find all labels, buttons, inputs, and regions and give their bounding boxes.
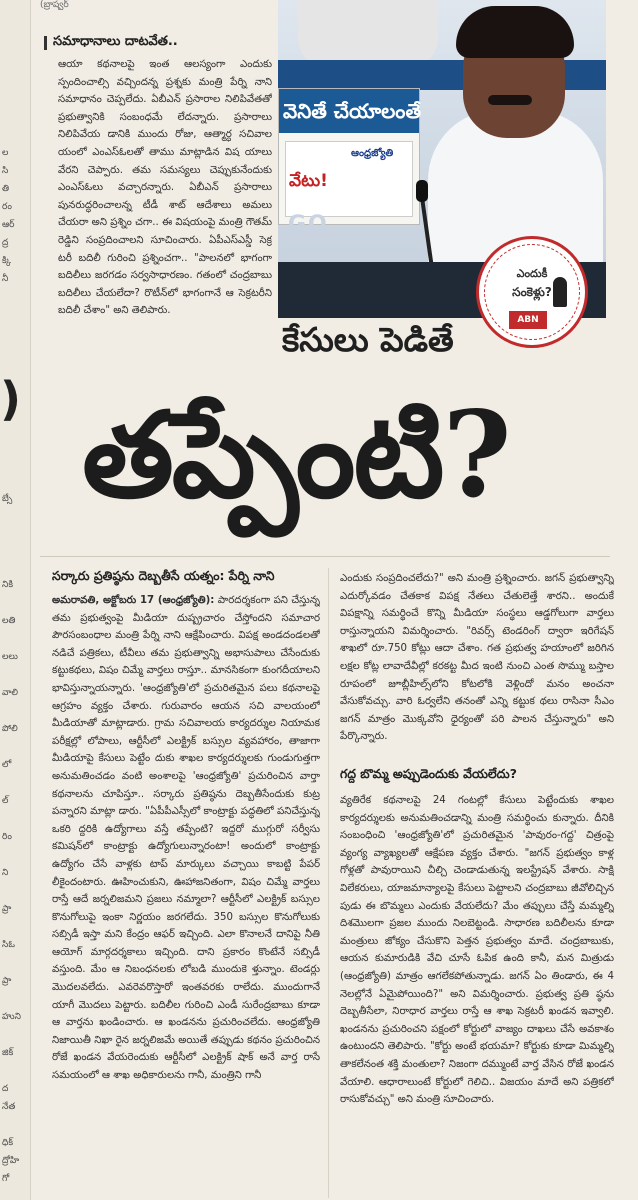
gutter-fragment: రం (2, 202, 12, 212)
box-story-heading (44, 34, 178, 52)
gutter-fragment: ని (2, 868, 9, 878)
article-column-1 (52, 592, 320, 1196)
photo-hands (298, 0, 438, 68)
gutter-fragment: ద్రోహి (2, 1156, 20, 1166)
subheadline: కేసులు పెడితే (282, 320, 454, 359)
gutter-fragment: సిఓ (2, 940, 15, 950)
article-col1-paragraph (52, 592, 320, 1085)
column-divider (30, 0, 31, 1200)
gutter-fragment: ద (2, 1084, 9, 1094)
stamp-badge: ABN (509, 311, 547, 329)
speaker-mustache (488, 95, 532, 105)
poster-title: వెనితే చేయాలంతే (283, 99, 422, 123)
microphone-icon (416, 180, 428, 202)
gutter-fragment: నీ (2, 274, 9, 284)
stamp-line-1: ఎందుకీ (516, 267, 548, 280)
article-column-2-top (340, 570, 614, 760)
article-byline-heading: సర్కారు ప్రతిష్ఠను దెబ్బతీసే యత్నం: పేర్ని నాని (52, 568, 275, 583)
gutter-fragment: ల్ (2, 796, 9, 806)
gutter-fragment: ప్రా (2, 976, 12, 986)
gutter-fragment: ప్రా (2, 904, 12, 914)
article-col2-bottom-text: వ్యతిరేక కథనాలపై 24 గంటల్లో కేసులు పెట్టేందుకు శాఖల కార్యదర్శులకు అనుమతించడాన్ని మంత్రి సమర్థించు కున్నారు. దీనికి సంబంధించి 'ఆంధ్రజ్యోతి'లో ప్రచురితమైన 'పావురం-గద్ద' చిత్రంపై వ్యంగ్య వ్యాఖ్యలతో ఆక్షేపణ వ్యక్తం చేశారు. "జగన్ ప్రభుత్వం కాళ్ల గోళ్లతో పావురాయిని చీల్చి చెండాడుతున్న ఇలస్ట్రేషన్ వేశారు. సాక్షి విలేకరులు, యాజమాన్యాలపై కేసులు పెట్టాలని చంద్రబాబు జీవోలిచ్చిన పుడు ఈ బొమ్మలు ఎందుకు వేయలేదు? మేం తప్పులు చేస్తే మమ్మల్ని దిశమొలగా ప్రజల ముందు నిలబెట్టండి. సాధారణ బదిలీలను కూడా మంత్రులు జోక్యం చేసుకొని పెత్తన ప్రభుత్వం మాదే. చంద్రబాబుకు, ఆయన కుమారుడికి వేచి చూసే ఓపిక ఉంది కానీ, మన మిత్రుడు (ఆంధ్రజ్యోతి) మాత్రం ఆగలేకపోతున్నాడు. జగన్ ఏం తిండారు, ఈ 4 నెలల్లోనే ఏమైపోయింది?" అని విమర్శించారు. ప్రభుత్వ ప్రతి ష్ఠను దెబ్బతీసేలా, నిరాధార వార్తలు రాస్తే ఆ శాఖ సెక్రటరీ ఖండన ఇవ్వాలి. ఖండనను ప్రచురించని పక్షంలో కోర్టులో వాజ్యం దాఖలు చేసే అవకాశం ఉంటుందని తెలిపారు. "కోర్టు అంటే భయమా? కోర్టుకు కూడా మిమ్మల్ని తాకలేనంత శక్తి మంతులా? నిజంగా దమ్ముంటే వార్త వేసిన రోజే ఖండన వేయాలి. ఆధారాలుంటే కోర్టులో గెలిచి.. విజయం మాదే అని పత్రికలో రాసుకోవచ్చు" అని మంత్రి సూచించారు. (340, 795, 614, 1106)
top-fragment: (బ్రాష్వర్ (40, 0, 69, 10)
gutter-fragment: నికి (2, 580, 14, 590)
left-gutter-column (0, 0, 30, 1200)
gutter-fragment: ద్ర (2, 238, 9, 248)
newspaper-poster (278, 88, 420, 225)
dateline: అమరావతి, అక్టోబరు 17 (ఆంధ్రజ్యోతి): (52, 595, 215, 606)
box-story-paragraph: ఆయా కథనాలపై ఇంత ఆలస్యంగా ఎందుకు స్పందించాల్సి వచ్చిందన్న ప్రశ్నకు మంత్రి పేర్ని నాని సమాధానం చెప్పలేదు. ఏబీఎన్ ప్రసారాల నిలిపివేతతో ప్రభుత్వానికి సంబంధమే లేదన్నారు. ప్రసారాలు నిలిపివేయ డానికి ముందు రోజు, ఆత్మార్ధ సచివాల యంలో ఎంఎస్‌ఓలతో తాము మాట్లాడిన విష యాలు వేరని చెప్పారు. తమ సమస్యలు చెప్పుకునేందుకు ఎంఎస్‌ఓలు వచ్చారన్నారు. ఏబీఎన్ ప్రసారాలు పునరుద్ధరించాలన్న టీడీ శాట్ ఆదేశాలు అమలు చేయరా అని ప్రశ్నిం చగా.. ఈ విషయంపై మంత్రి గౌతమ్ రెడ్డిని సంప్రదించాలని సూచించారు. ఏపీఎస్ఎస్డీ సెక్ర టరీ బదిలీ గురించి ప్రశ్నించగా.. "పాలనలో భాగంగా బదిలీలు జరగడం సర్వసాధారణం. గతంలో చంద్రబాబు బదిలీలు చేయలేదా? రొటీన్‌లో భాగంగానే ఆ సెక్రటరీని బదిలీ చేశాం" అని తెలిపారు. (58, 59, 272, 317)
gutter-fragment: వాలి (2, 688, 19, 698)
gutter-fragment: జిక్ (2, 1048, 14, 1058)
heading-bar (44, 36, 47, 50)
gutter-fragment: లలు (2, 652, 18, 662)
left-glyph-fragment: ) (0, 372, 22, 426)
gutter-fragment: సి (2, 166, 9, 176)
gutter-fragment: రిం (2, 832, 12, 842)
stamp-figure-icon (553, 277, 567, 307)
gutter-fragment: గో (2, 1174, 10, 1184)
article-column-2-bottom (340, 792, 614, 1196)
article-col2-top-text: ఎందుకు సంప్రదించలేదు?" అని మంత్రి ప్రశ్నించారు. జగన్ ప్రభుత్వాన్ని ఎదుర్కోవడం చేతకాక విపక్ష నేతలు చేతులెత్తే శారని.. అందుకే విపక్షాన్ని సమర్థించే కొన్ని మీడియా సంస్థలు ఆడ్డగోలుగా వార్తలు రాస్తున్నాయని విమర్శించారు. "రివర్స్ టెండరింగ్ ద్వారా ఇరిగేషన్ శాఖలో రూ.750 కోట్లు ఆదా చేశాం. గత ప్రభుత్వ హయాంలో జరిగిన లక్షల కోట్ల లావాదేవీల్లో కరకట్ట మీద ఇంటి నుంచి ఎంత సొమ్ము బస్తాల రూపంలో జూబ్లీహిల్స్‌లోని కోటలోకి వెళ్లిందో మనం అంచనా వేసుకోవచ్చు. వారి ఓర్వలేని తనంతో ఎన్ని కట్టుక థలు రాసినా సీఎం జగన్ మాత్రం మొక్కవోని ధైర్యంతో పరి పాలన చేస్తున్నారు" అని పేర్కొన్నారు. (340, 573, 614, 743)
gutter-fragment: క్కి (2, 256, 12, 266)
gutter-fragment: తి (2, 184, 10, 194)
article-col1-text: పారదర్శకంగా పని చేస్తున్న తమ ప్రభుత్వంపై మీడియా దుష్ప్రచారం చేస్తోందని సమాచార పౌరసంబంధాల మంత్రి పేర్ని నాని ఆక్షేపించారు. విపక్ష అండదండలతో నడిచే పత్రికలు, టీవీలు తమ ప్రభుత్వాన్ని అభాసుపాలు చేసేందుకు కట్టుకథలు, విషం చిమ్మే వార్తలు రాస్తూ.. మానసికంగా కుంగదీయాలని భావిస్తున్నాయన్నారు. 'ఆంధ్రజ్యోతి'లో ప్రచురితమైన పలు కథనాలపై ఆగ్రహం వ్యక్తం చేశారు. గురువారం ఆయన సచి వాలయంలో మీడియాతో మాట్లాడారు. గ్రామ సచివాలయ కార్యదర్శుల నియామక పరీక్షల్లో లోపాలు, ఆర్టీసీలో ఎలక్ట్రిక్ బస్సుల వ్యవహారం, తాజాగా మీడియాపై కేసులు పెట్టేం దుకు శాఖల కార్యదర్శులకు గుండుగుత్తగా అనుమతించడం వంటి అంశాలపై 'ఆంధ్రజ్యోతి' ప్రచురించిన వార్తా కథనాలను చూపిస్తూ.. సర్కారు ప్రతిష్ఠను దెబ్బతీసేందుకు కుట్ర పన్నారని మాట్లా డారు. "ఏపీపీఎస్సీలో కాంట్రాక్టు పద్ధతిలో పనిచేస్తున్న ఒకరి ద్దరికి ఉద్యోగాలు వస్తే తప్పేంటి? ఇద్దరో ముగ్గురో సర్వీసు కమిషన్‌లో కాంట్రాక్టు ఉద్యోగులున్నారంటా! అందులో కాంట్రాక్టు ఉద్యోగం చేసే వాళ్లకు టాప్ మార్కులు వచ్చాయి కాబట్టి పేపర్ లీకైందంటారు. ఊహించుకుని, ఊహాజనితంగా, విషం చిమ్మే వార్తలు రాస్తే ఆదే జర్నలిజమని ప్రజలు నమ్మాలా? ఆర్టీసీలో ఎలక్ట్రిక్ బస్సుల కొనుగోలుపై ఇంకా నిర్ణయం జరగలేదు. 350 బస్సుల కొనుగోలుకు సబ్సిడీ ఇస్తా మని కేంద్రం ఆఫర్ ఇచ్చింది. ఎలా కొనాలనే దానిపై నీతి ఆయోగ్ మార్గదర్శకాలు ఇచ్చింది. దాని ప్రకారం కొంటేనే సబ్సిడీ వస్తుంది. మేం ఆ నిబంధనలకు లోబడి ముందుకె ళ్తున్నాం. టెండర్లు మొదలవలేదు. ఎవరెవరొస్తారో ఇంతవరకు రాలేదు. ముందుగానే యాగీ మొదలు పెట్టారు. బదిలీల గురించి ఎండీ సురేంద్రబాబు కూడా ఆ వార్తను ఖండించారు. ఆ ఖండనను ప్రచురించలేదు. ఆంధ్రజ్యోతి నిజాయితీ నిఖా రైన జర్నలిజమే అయితే తప్పుడు కథనం ప్రచురించిన రోజే ఖండన వేయరెందుకు ఆర్టీసీలో ఎలక్ట్రిక్ షాక్ అనే వార్త రాసే సమయంలో ఆ శాఖ అధికారులను గానీ, మంత్రిని గానీ (52, 595, 320, 1082)
headline: తప్పేంటి? (82, 385, 510, 524)
box-story-heading-text: సమాధానాలు దాటవేత.. (53, 34, 178, 49)
gutter-fragment: ల (2, 148, 9, 158)
gutter-fragment: పోలి (2, 724, 18, 734)
speaker-hair (456, 6, 574, 58)
headline-rule (40, 556, 610, 557)
gutter-fragment: లో (2, 760, 12, 770)
gutter-fragment: ఆర్ (2, 220, 15, 230)
poster-headline: వేటు! (289, 171, 328, 191)
poster-masthead: ఆంధ్రజ్యోతి (351, 148, 394, 159)
gutter-fragment: హుని (2, 1012, 21, 1022)
campaign-stamp-logo (476, 236, 588, 348)
inline-subheading: గద్ద బొమ్మ అప్పుడెందుకు వేయలేదు? (340, 766, 517, 781)
box-story-body (58, 56, 272, 374)
gutter-fragment: లతి (2, 616, 16, 626)
gutter-fragment: బ్సే (2, 494, 13, 504)
gutter-fragment: నేత (2, 1102, 16, 1112)
backdrop-sign: GO (288, 212, 329, 237)
gutter-fragment: ధిక్ (2, 1138, 14, 1148)
article-column-divider (328, 568, 329, 1198)
stamp-line-2: సంకెళ్లు? (512, 285, 552, 299)
